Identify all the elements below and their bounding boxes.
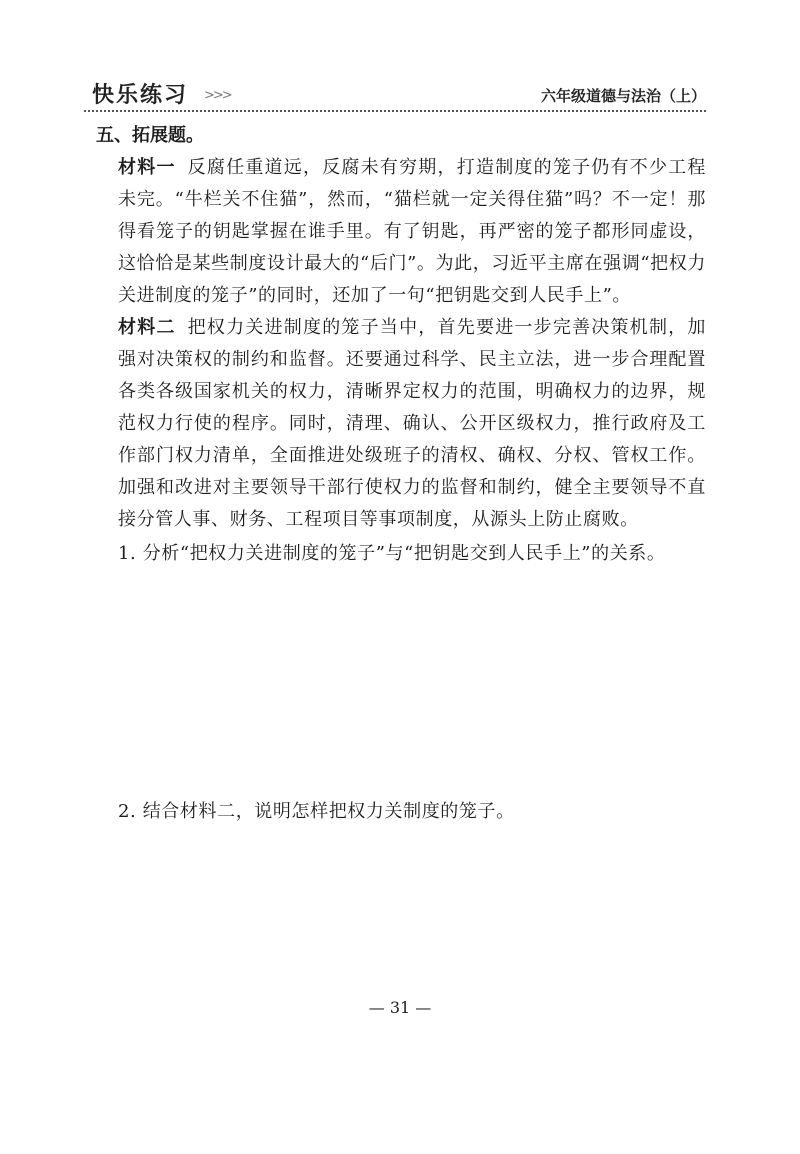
header-title: 快乐练习 <box>92 83 189 108</box>
material-one-label: 材料一 <box>118 157 176 178</box>
material-two-text: 把权力关进制度的笼子当中，首先要进一步完善决策机制，加强对决策权的制约和监督。还要通过科学、民主立法，进一步合理配置各类各级国家机关的权力，清晰界定权力的范围，明确权力的边界，规范权力行使的程序。同时，清理、确认、公开区级权力，推行政府及工作部门权力清单，全面推进处级班子的清权、确权、分权、管权工作。加强和改进对主要领导干部行使权力的监督和制约，健全主要领导不直接分管人事、财务、工程项目等事项制度，从源头上防止腐败。 <box>118 317 706 530</box>
header-arrows-decoration: >>> <box>204 88 231 103</box>
header-subject: 六年级道德与法治（上） <box>540 87 706 105</box>
material-one-text: 反腐任重道远，反腐未有穷期，打造制度的笼子仍有不少工程未完。“牛栏关不住猫”，然而，“猫栏就一定关得住猫”吗？不一定！那得看笼子的钥匙掌握在谁手里。有了钥匙，再严密的笼子都形同虚设，这恰恰是某些制度设计最大的“后门”。为此，习近平主席在强调“把权力关进制度的笼子”的同时，还加了一句“把钥匙交到人民手上”。 <box>118 157 706 306</box>
section-title: 五、拓展题。 <box>96 125 204 146</box>
page-header <box>84 78 706 112</box>
page-number: — 31 — <box>368 998 432 1017</box>
material-two <box>118 312 706 536</box>
material-one <box>118 152 706 312</box>
material-two-label: 材料二 <box>118 317 176 338</box>
question-2-block <box>96 796 706 828</box>
exercise-content <box>96 120 706 570</box>
question-1: 1. 分析“把权力关进制度的笼子”与“把钥匙交到人民手上”的关系。 <box>118 543 666 564</box>
header-dotted-rule <box>84 110 706 112</box>
question-2: 2. 结合材料二，说明怎样把权力关制度的笼子。 <box>118 801 515 822</box>
